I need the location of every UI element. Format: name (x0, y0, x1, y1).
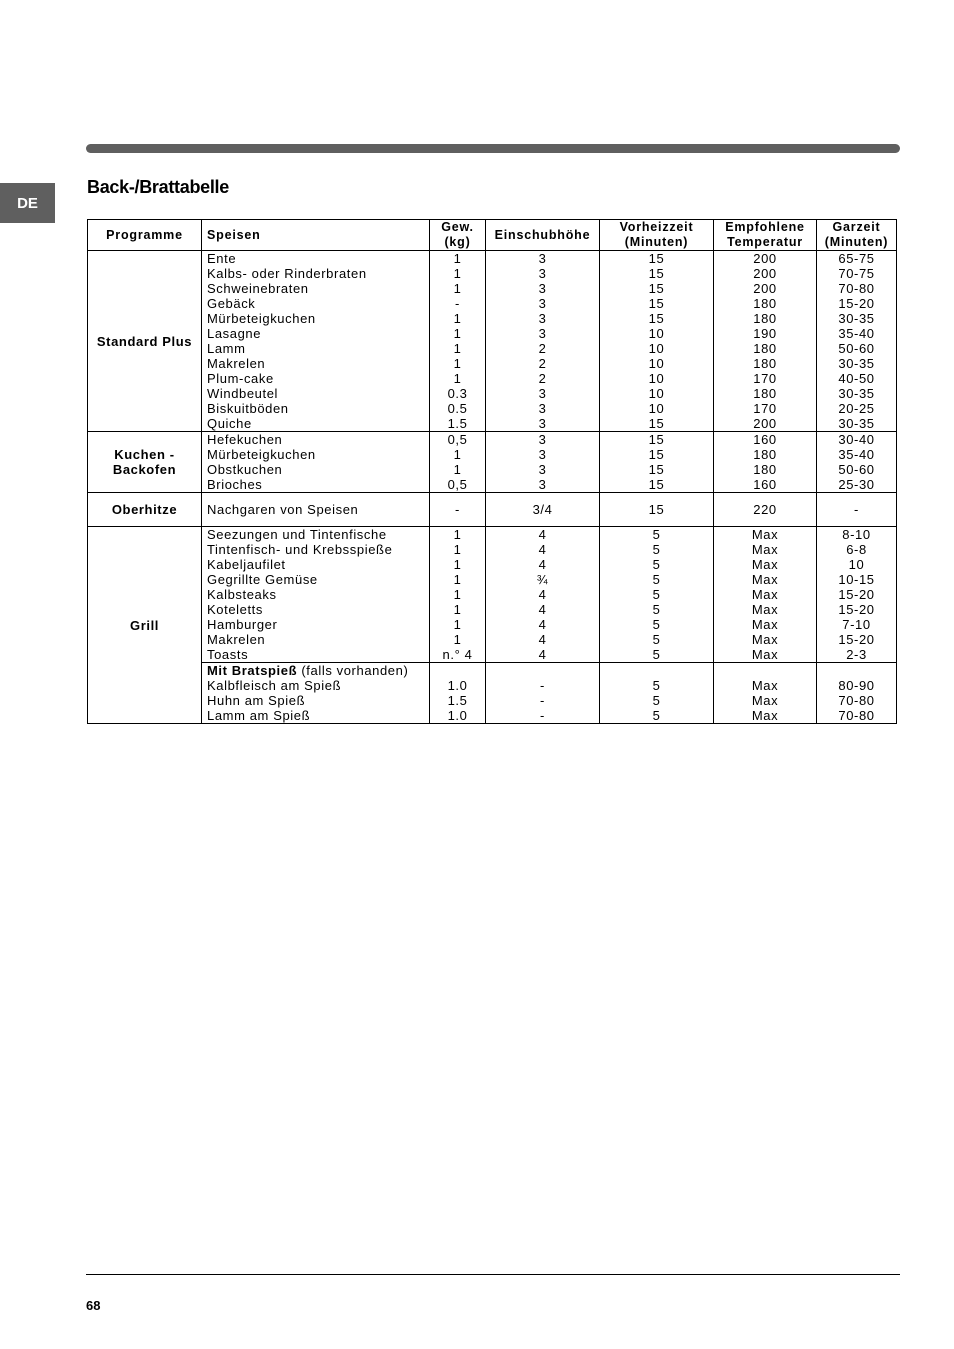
table-cell: 5 (652, 587, 661, 602)
table-cell: Biskuitböden (207, 401, 289, 416)
garzeit-cell: - (817, 493, 897, 527)
table-cell: 50-60 (838, 341, 875, 356)
table-cell: 25-30 (838, 477, 875, 492)
table-cell: 1 (453, 602, 462, 617)
table-cell: Kalbfleisch am Spieß (207, 678, 342, 693)
table-cell: 10 (848, 557, 865, 572)
table-cell: Lasagne (207, 326, 262, 341)
table-cell: 30-35 (838, 356, 875, 371)
table-cell: Koteletts (207, 602, 263, 617)
table-cell: 180 (753, 296, 777, 311)
table-cell: - (455, 296, 460, 311)
table-cell: 30-35 (838, 386, 875, 401)
table-cell: Brioches (207, 477, 263, 492)
table-cell: Windbeutel (207, 386, 279, 401)
table-cell: 1 (453, 266, 462, 281)
table-cell: 4 (538, 647, 547, 662)
footer-rule (86, 1274, 900, 1275)
table-cell: Tintenfisch- und Krebsspieße (207, 542, 393, 557)
table-cell: Kalbsteaks (207, 587, 277, 602)
table-cell: 0,5 (447, 432, 468, 447)
table-cell: Max (751, 693, 779, 708)
table-cell: 20-25 (838, 401, 875, 416)
table-cell: 1 (453, 371, 462, 386)
language-tab-label: DE (17, 194, 38, 212)
table-cell: Max (751, 632, 779, 647)
table-cell: 4 (538, 617, 547, 632)
table-cell: 10 (648, 356, 665, 371)
speisen-column (202, 251, 430, 432)
table-cell: 180 (753, 447, 777, 462)
table-cell: 10 (648, 401, 665, 416)
einschub-column (486, 527, 600, 663)
table-cell: 2 (538, 356, 547, 371)
table-cell: 3 (538, 386, 547, 401)
page-number: 68 (86, 1298, 101, 1313)
table-cell: 1 (453, 356, 462, 371)
temperatur-cell: 220 (714, 493, 817, 527)
table-cell: 7-10 (842, 617, 871, 632)
table-cell: 3 (538, 401, 547, 416)
table-cell: 15 (648, 296, 665, 311)
table-cell: 70-75 (838, 266, 875, 281)
table-cell: 15 (648, 311, 665, 326)
table-cell: 3 (538, 326, 547, 341)
garzeit-column-spit (817, 663, 897, 724)
header-programme: Programme (88, 220, 202, 251)
table-cell: 200 (753, 266, 777, 281)
table-cell: n.° 4 (442, 647, 473, 662)
gewicht-column (430, 527, 486, 663)
program-label-grill: Grill (88, 527, 202, 724)
table-cell: 5 (652, 557, 661, 572)
header-garzeit: Garzeit (Minuten) (817, 220, 897, 251)
einschub-column (486, 432, 600, 493)
table-cell: Max (751, 678, 779, 693)
garzeit-column (817, 432, 897, 493)
einschub-cell: 3/4 (486, 493, 600, 527)
vorheizzeit-column (600, 432, 714, 493)
section-oberhitze (88, 493, 897, 527)
table-cell: 200 (753, 416, 777, 431)
table-cell: 1.5 (447, 693, 468, 708)
program-label-kuchen-backofen: Kuchen - Backofen (88, 432, 202, 493)
table-cell: 200 (753, 251, 777, 266)
table-cell: 1 (453, 326, 462, 341)
einschub-column-spit (486, 663, 600, 724)
table-cell: 15-20 (838, 587, 875, 602)
table-cell: 170 (753, 401, 777, 416)
table-cell: 35-40 (838, 447, 875, 462)
table-cell: Gegrillte Gemüse (207, 572, 318, 587)
table-cell: 10 (648, 341, 665, 356)
table-cell: 1 (453, 341, 462, 356)
table-cell: 35-40 (838, 326, 875, 341)
table-cell: 3 (538, 462, 547, 477)
table-cell: Lamm (207, 341, 246, 356)
table-cell: 3 (538, 416, 547, 431)
table-cell: 4 (538, 602, 547, 617)
table-cell: Max (751, 647, 779, 662)
garzeit-column (817, 527, 897, 663)
table-cell: 70-80 (838, 281, 875, 296)
header-einschubhoehe: Einschubhöhe (486, 220, 600, 251)
table-cell: 2-3 (846, 647, 867, 662)
table-cell: 15 (648, 447, 665, 462)
section-grill (88, 527, 897, 663)
table-cell: 5 (652, 647, 661, 662)
table-cell: 5 (652, 527, 661, 542)
table-cell: 15-20 (838, 632, 875, 647)
table-cell: - (540, 708, 545, 723)
table-cell: 15 (648, 416, 665, 431)
table-cell: Seezungen und Tintenfische (207, 527, 387, 542)
table-cell: Max (751, 542, 779, 557)
table-cell: Max (751, 527, 779, 542)
table-cell: 5 (652, 678, 661, 693)
table-cell: Max (751, 572, 779, 587)
page-title: Back-/Brattabelle (87, 177, 229, 197)
table-cell: Lamm am Spieß (207, 708, 311, 723)
table-cell: 170 (753, 371, 777, 386)
table-cell: 3 (538, 447, 547, 462)
table-cell: 1 (453, 447, 462, 462)
table-cell: 6-8 (846, 542, 867, 557)
language-tab (0, 183, 55, 223)
table-cell: 5 (652, 542, 661, 557)
speisen-cell: Nachgaren von Speisen (202, 493, 430, 527)
temperatur-column (714, 432, 817, 493)
table-cell: 1.5 (447, 416, 468, 431)
table-cell: 180 (753, 386, 777, 401)
table-cell: - (540, 678, 545, 693)
table-cell: 2 (538, 371, 547, 386)
temperatur-column (714, 251, 817, 432)
table-cell: 10 (648, 386, 665, 401)
table-cell: Plum-cake (207, 371, 274, 386)
table-cell: 3 (538, 477, 547, 492)
table-cell: Quiche (207, 416, 252, 431)
table-cell: Hefekuchen (207, 432, 283, 447)
table-cell: 180 (753, 311, 777, 326)
table-cell: Schweinebraten (207, 281, 309, 296)
section-kuchen-backofen (88, 432, 897, 493)
table-cell: 1 (453, 462, 462, 477)
table-cell: 5 (652, 602, 661, 617)
table-cell: 1 (453, 542, 462, 557)
table-cell: 4 (538, 632, 547, 647)
program-label-standard-plus: Standard Plus (88, 251, 202, 432)
table-cell: 1 (453, 632, 462, 647)
table-cell: Makrelen (207, 632, 266, 647)
table-cell: Kabeljaufilet (207, 557, 286, 572)
table-cell: Gebäck (207, 296, 256, 311)
table-cell: 5 (652, 708, 661, 723)
table-cell: 15-20 (838, 296, 875, 311)
table-cell: 3 (538, 311, 547, 326)
table-cell: 1 (453, 557, 462, 572)
table-cell: 10 (648, 326, 665, 341)
einschub-column (486, 251, 600, 432)
table-cell: Mürbeteigkuchen (207, 311, 316, 326)
table-cell: Huhn am Spieß (207, 693, 306, 708)
gewicht-column (430, 432, 486, 493)
header-temperatur: Empfohlene Temperatur (714, 220, 817, 251)
table-cell: 30-35 (838, 311, 875, 326)
table-cell: 15 (648, 477, 665, 492)
table-cell: Hamburger (207, 617, 278, 632)
table-cell: 0,5 (447, 477, 468, 492)
baking-table (87, 219, 897, 724)
table-cell: 5 (652, 617, 661, 632)
table-cell: Makrelen (207, 356, 266, 371)
table-cell: 5 (652, 572, 661, 587)
table-cell: 10 (648, 371, 665, 386)
table-cell: 1.0 (447, 678, 468, 693)
temperatur-column-spit (714, 663, 817, 724)
section-standard-plus (88, 251, 897, 432)
table-cell: 15-20 (838, 602, 875, 617)
table-cell: 190 (753, 326, 777, 341)
table-cell: 15 (648, 251, 665, 266)
table-cell: 15 (648, 462, 665, 477)
table-cell: 1 (453, 572, 462, 587)
table-cell: 3 (538, 281, 547, 296)
table-cell: Kalbs- oder Rinderbraten (207, 266, 367, 281)
program-label-oberhitze: Oberhitze (88, 493, 202, 527)
vorheizzeit-column (600, 251, 714, 432)
table-cell: 180 (753, 356, 777, 371)
table-cell: 5 (652, 693, 661, 708)
table-cell: Ente (207, 251, 237, 266)
table-cell: 8-10 (842, 527, 871, 542)
table-cell: 30-40 (838, 432, 875, 447)
table-cell: 65-75 (838, 251, 875, 266)
table-cell: Mürbeteigkuchen (207, 447, 316, 462)
vorheizzeit-column (600, 527, 714, 663)
table-cell: - (540, 693, 545, 708)
table-cell: 0.3 (447, 386, 468, 401)
table-cell: 40-50 (838, 371, 875, 386)
section-grill-spit (88, 663, 897, 724)
table-cell: 160 (753, 432, 777, 447)
speisen-column (202, 432, 430, 493)
vorheizzeit-cell: 15 (600, 493, 714, 527)
table-cell: 70-80 (838, 693, 875, 708)
top-divider-bar (86, 144, 900, 153)
table-cell: 1 (453, 527, 462, 542)
speisen-column (202, 527, 430, 663)
table-cell: 180 (753, 341, 777, 356)
gewicht-column (430, 251, 486, 432)
gewicht-cell: - (430, 493, 486, 527)
header-gewicht: Gew. (kg) (430, 220, 486, 251)
table-header-row (88, 220, 897, 251)
table-cell: 15 (648, 432, 665, 447)
table-cell: 70-80 (838, 708, 875, 723)
table-cell: Toasts (207, 647, 249, 662)
speisen-column-spit (202, 663, 430, 724)
table-cell: 1 (453, 587, 462, 602)
spit-heading: Mit Bratspieß (falls vorhanden) (207, 663, 409, 678)
table-cell: 180 (753, 462, 777, 477)
table-cell: 3 (538, 432, 547, 447)
table-cell: 200 (753, 281, 777, 296)
table-cell: 3 (538, 296, 547, 311)
temperatur-column (714, 527, 817, 663)
header-vorheizzeit: Vorheizzeit (Minuten) (600, 220, 714, 251)
table-cell: 0.5 (447, 401, 468, 416)
table-cell: 30-35 (838, 416, 875, 431)
table-cell: 4 (538, 557, 547, 572)
table-cell: 4 (538, 587, 547, 602)
table-cell: Max (751, 557, 779, 572)
table-cell: 5 (652, 632, 661, 647)
table-cell: 15 (648, 266, 665, 281)
table-cell: 1 (453, 251, 462, 266)
table-cell: Max (751, 708, 779, 723)
table-cell: 4 (538, 542, 547, 557)
table-cell: 1 (453, 617, 462, 632)
table-cell: 4 (538, 527, 547, 542)
table-cell: Max (751, 602, 779, 617)
table-cell: 80-90 (838, 678, 875, 693)
garzeit-column (817, 251, 897, 432)
table-cell: 3 (538, 266, 547, 281)
table-cell: 3 (538, 251, 547, 266)
table-cell: 50-60 (838, 462, 875, 477)
table-cell: 1 (453, 281, 462, 296)
table-cell: 10-15 (838, 572, 875, 587)
vorheizzeit-column-spit (600, 663, 714, 724)
table-cell: 1 (453, 311, 462, 326)
table-cell: Max (751, 617, 779, 632)
gewicht-column-spit (430, 663, 486, 724)
table-cell: ¾ (536, 572, 549, 587)
table-cell: 160 (753, 477, 777, 492)
table-cell: Obstkuchen (207, 462, 283, 477)
table-cell: 2 (538, 341, 547, 356)
header-speisen: Speisen (202, 220, 430, 251)
table-cell: 15 (648, 281, 665, 296)
table-cell: 1.0 (447, 708, 468, 723)
table-cell: Max (751, 587, 779, 602)
